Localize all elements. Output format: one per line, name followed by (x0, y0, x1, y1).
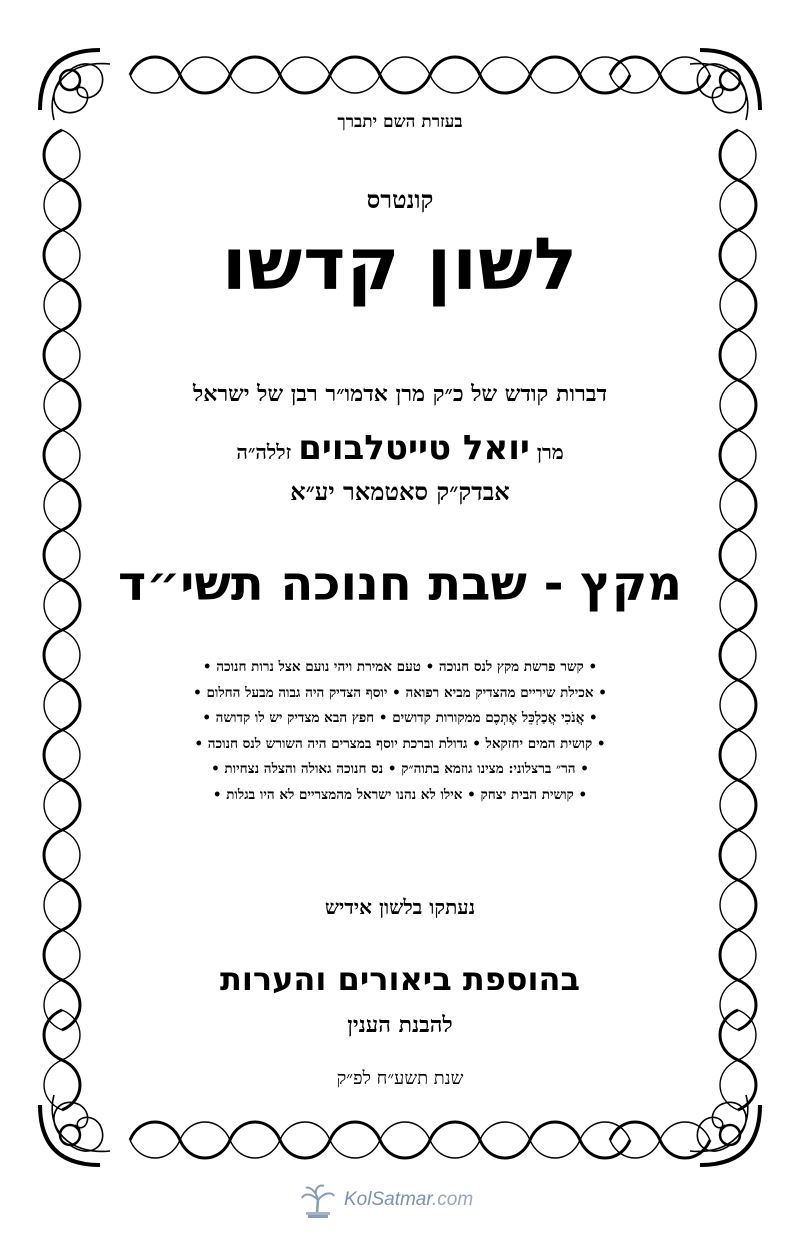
topic-line: • הר״ ברצלוני: מצינו גוזמא בתוה״ק • נס חנוכה גאולה והצלה נצחיות • (211, 761, 589, 777)
parsha-heading: מקץ - שבת חנוכה תשי״ד (117, 556, 683, 612)
kuntres-label: קונטרס (366, 185, 434, 214)
topics-list (120, 655, 680, 808)
author-name: יואל טייטלבוים (298, 428, 530, 468)
translated-note: נעתקו בלשון אידיש (324, 895, 476, 919)
frame-top-border (130, 57, 710, 93)
topic-line: • אכילת שיריים מהצדיק מביא רפואה • יוסף הצדיק היה גבוה מבעל החלום • (193, 684, 607, 701)
author-name-line (0, 428, 800, 468)
frame-bottom-border (130, 1122, 710, 1158)
publication-year: שנת תשע״ח לפ״ק (336, 1068, 464, 1089)
author-prefix: מרן (536, 440, 564, 464)
frame-corner-top-left (40, 50, 110, 120)
understanding-subheading: להבנת הענין (347, 1012, 453, 1038)
topic-line: • קושית הבית יצחק • אילו לא נהנו ישראל מהמצריים לא היו בגלות • (212, 786, 588, 803)
additions-heading: בהוספת ביאורים והערות (220, 960, 580, 998)
topic-line: • קושית המים יחזקאל • גדולת וברכת יוסף במצרים היה השורש לנס חנוכה • (194, 735, 606, 752)
frame-corner-top-right (690, 50, 760, 120)
author-intro: דברות קודש של כ״ק מרן אדמו״ר רבן של ישראל (192, 381, 608, 407)
book-title: לשון קדשו (221, 222, 579, 306)
watermark-domain: .com (432, 1189, 474, 1210)
frame-corner-bottom-left (40, 1095, 110, 1165)
watermark (300, 1180, 473, 1220)
blessing-header: בעזרת השם יתברך (337, 112, 463, 132)
watermark-name: KolSatmar (344, 1189, 432, 1210)
topic-line: • קשר פרשת מקץ לנס חנוכה • טעם אמירת ויהי נועם אצל נרות חנוכה • (202, 659, 598, 675)
author-court: אבדק״ק סאטמאר יע״א (290, 477, 510, 506)
palm-tree-books-logo-icon (300, 1180, 336, 1220)
topic-line: • אֲנֹכִי אֲכַלְכֵּל אֶתְכֶם ממקורות קדושים • חפץ הבא מצדיק יש לו קדושה • (202, 710, 598, 726)
author-suffix: זללה״ה (236, 440, 292, 464)
